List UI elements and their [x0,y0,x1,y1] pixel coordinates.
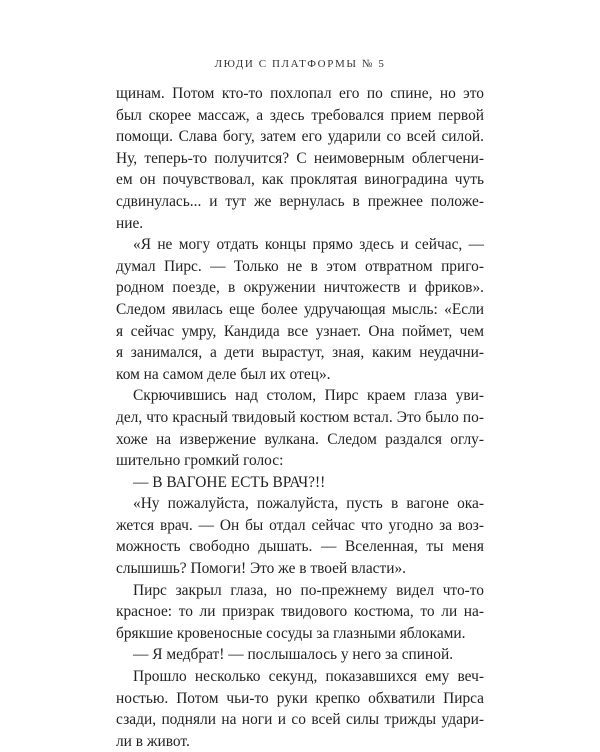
text-line: ком на самом деле был их отец». [116,365,331,383]
text-line: красное: то ли призрак твидового костюма, то ли на- [116,603,484,621]
text-line: — В ВАГОНЕ ЕСТЬ ВРАЧ?!! [133,473,326,491]
text-line: жется врач. — Он бы отдал сейчас что угодно за воз- [116,516,484,534]
paragraph [116,666,484,752]
text-line: Ну, теперь-то получится? С неимоверным облегчени- [116,149,484,167]
text-line: можность свободно дышать. — Вселенная, ты меня [116,538,484,556]
text-line: щинам. Потом кто-то похлопал его по спине, но это [116,85,484,102]
text-line: помощи. Слава богу, затем его ударили со всей силой. [116,128,484,146]
text-line: ностью. Потом чьи-то руки крепко обхватили Пирса [116,689,484,707]
paragraph [116,472,484,494]
text-line: слышишь? Помоги! Это же в твоей власти». [116,560,407,578]
text-line: сзади, подняли на ноги и со всей силы трижды удари- [116,711,484,729]
text-line: думал Пирс. — Только не в этом отвратном приго- [116,257,484,275]
text-line: шительно громкий голос: [116,452,284,470]
paragraph [116,580,484,645]
text-line: Пирс закрыл глаза, но по-прежнему видел что-то [133,581,484,599]
text-line: Скрючившись над столом, Пирс краем глаза уви- [133,387,484,405]
body-text [116,83,484,752]
text-line: родном поезде, в окружении ничтожеств и фриков». [116,279,484,297]
paragraph [116,83,484,234]
text-line: «Ну пожалуйста, пожалуйста, пусть в вагоне ока- [133,495,484,513]
text-line: Прошло несколько секунд, показавшихся ему веч- [133,668,484,686]
paragraph [116,493,484,579]
text-line: дел, что красный твидовый костюм встал. Это было по- [116,408,484,426]
paragraph [116,385,484,471]
text-line: хоже на извержение вулкана. Следом раздался оглу- [116,430,484,448]
text-line: «Я не могу отдать концы прямо здесь и сейчас, — [133,236,484,254]
text-line: был скорее массаж, а здесь требовался прием первой [116,106,484,124]
text-line: брякшие кровеносные сосуды за глазными яблоками. [116,624,466,642]
text-line: Следом явилась еще более удручающая мысль: «Если [116,300,484,318]
running-head: ЛЮДИ С ПЛАТФОРМЫ № 5 [214,58,386,70]
text-line: сдвинулась... и тут же вернулась в прежнее положе- [116,192,484,210]
paragraph [116,644,484,666]
paragraph [116,234,484,385]
text-line: — Я медбрат! — послышалось у него за спиной. [133,646,454,664]
text-line: ем он почувствовал, как проклятая виноградина чуть [116,171,484,189]
text-line: ли в живот. [116,732,190,750]
text-line: ние. [116,214,144,232]
text-line: я сейчас умру, Кандида все узнает. Она поймет, чем [116,322,484,340]
text-line: я занимался, а дети вырастут, зная, каким неудачни- [116,344,484,362]
